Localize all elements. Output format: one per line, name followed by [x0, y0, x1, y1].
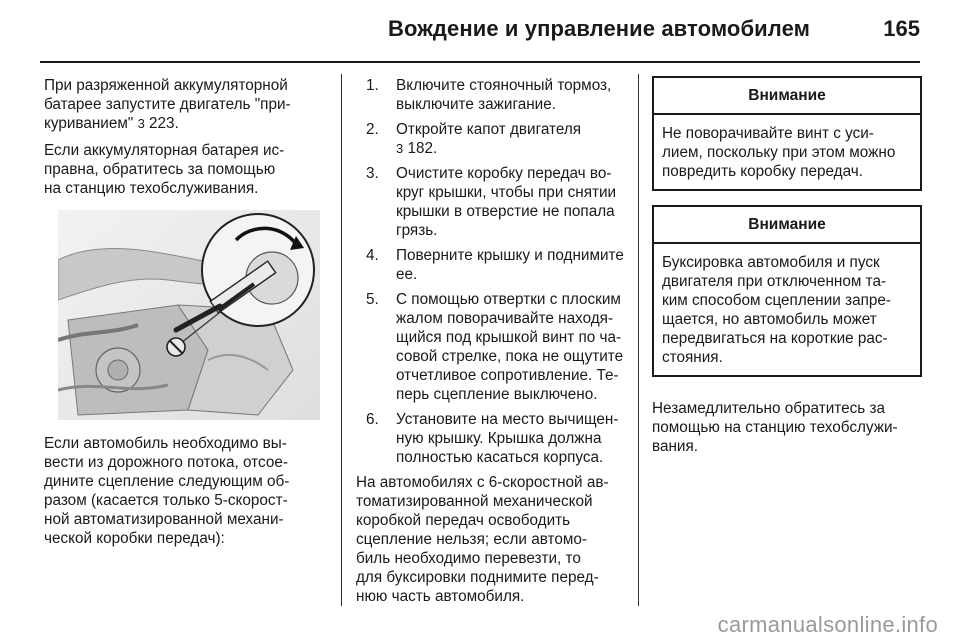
arrow-ref-icon: 3: [396, 141, 404, 156]
column-2: [356, 76, 626, 614]
warning-box: [652, 205, 922, 377]
watermark: carmanualsonline.info: [717, 612, 938, 637]
column-3: [652, 76, 922, 464]
paragraph-contact-service: Незамедлительно обратитесь за помощью на станцию техобслужи- вания.: [652, 400, 898, 455]
gearbox-illustration-svg: [58, 210, 320, 420]
column-1: [44, 76, 326, 556]
page-reference[interactable]: 182.: [407, 140, 438, 157]
paragraph-disengage-clutch: Если автомобиль необходимо вы- вести из дорожного потока, отсое- дините сцепление следующим об- разом (касается только 5-скорост- ной автоматизированной механи- ческой коробки передач):: [44, 435, 290, 547]
page-number: 165: [883, 16, 920, 41]
step-item: 6. Установите на место вычищен- ную крышку. Крышка должна полностью касаться корпуса.: [366, 411, 619, 466]
step-item: 2. Откройте капот двигателя 3 182.: [366, 121, 582, 157]
column-divider-1: [341, 74, 342, 606]
paragraph-battery-ok: Если аккумуляторная батарея ис- правна, обратитесь за помощью на станцию техобслуживания.: [44, 142, 285, 197]
paragraph-jump-start: При разряженной аккумуляторной батарее запустите двигатель "при- куриванием" 3 223.: [44, 77, 291, 132]
warning-title: Внимание: [654, 78, 920, 115]
header-divider: [40, 61, 920, 63]
step-item: 1. Включите стояночный тормоз, выключите зажигание.: [366, 77, 612, 113]
warning-title: Внимание: [654, 207, 920, 244]
step-item: 5. С помощью отвертки с плоским жалом поворачивайте находя- щийся под крышкой винт по ча- совой стрелке, пока не ощутите отчетливое сопротивление. Те- перь сцепление выключено.: [366, 291, 624, 403]
column-divider-2: [638, 74, 639, 606]
steps-list: [356, 76, 626, 467]
page-title: Вождение и управление автомобилем: [388, 16, 810, 41]
arrow-ref-icon: 3: [137, 116, 145, 131]
step-item: 4. Поверните крышку и поднимите ее.: [366, 247, 624, 283]
page-header: [40, 10, 920, 44]
warning-box: [652, 76, 922, 191]
page-reference[interactable]: 223.: [149, 115, 179, 132]
gearbox-cover-illustration: [58, 210, 320, 420]
warning-text: Не поворачивайте винт с уси- лием, поскольку при этом можно повредить коробку передач.: [662, 125, 896, 180]
step-item: 3. Очистите коробку передач во- круг крышки, чтобы при снятии крышки в отверстие не попала грязь.: [366, 165, 617, 239]
warning-text: Буксировка автомобиля и пуск двигателя при отключенном та- ким способом сцеплении запре- щается, но автомобиль может передвигаться на короткие рас- стояния.: [662, 254, 891, 366]
paragraph-6-speed: На автомобилях с 6-скоростной ав- томатизированной механической коробкой передач освободить сцепление нельзя; если автомо- биль необходимо перевезти, то для буксировки поднимите перед- нюю часть автомобиля.: [356, 474, 609, 605]
